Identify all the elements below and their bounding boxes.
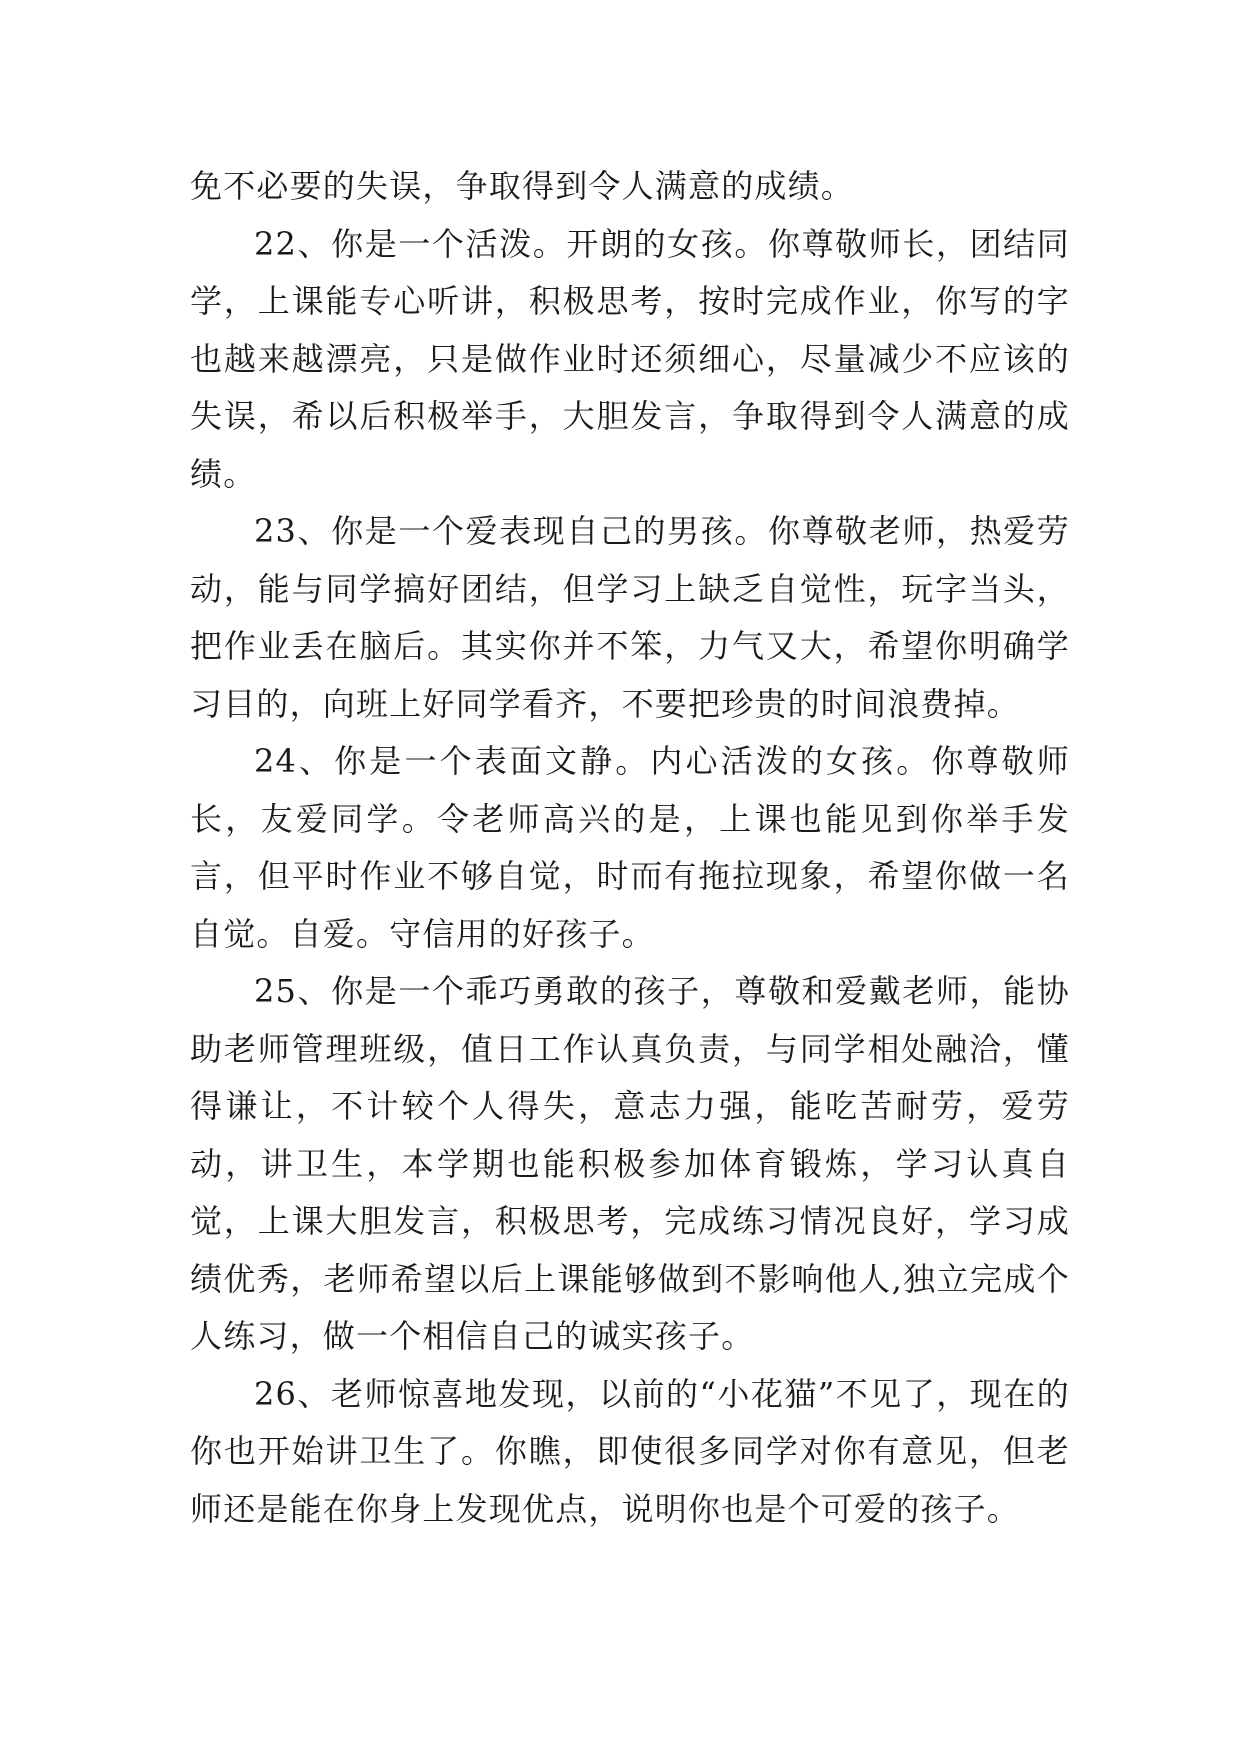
paragraph-comment-23: 23、你是一个爱表现自己的男孩。你尊敬老师，热爱劳动，能与同学搞好团结，但学习上缺乏自觉性，玩字当头，把作业丢在脑后。其实你并不笨，力气又大，希望你明确学习目的，向班上好同学看齐，不要把珍贵的时间浪费掉。: [190, 512, 1070, 723]
paragraph-comment-24: 24、你是一个表面文静。内心活泼的女孩。你尊敬师长，友爱同学。令老师高兴的是，上课也能见到你举手发言，但平时作业不够自觉，时而有拖拉现象，希望你做一名自觉。自爱。守信用的好孩子。: [190, 742, 1070, 953]
paragraph-comment-26: 26、老师惊喜地发现，以前的“小花猫”不见了，现在的你也开始讲卫生了。你瞧，即使很多同学对你有意见，但老师还是能在你身上发现优点，说明你也是个可爱的孩子。: [190, 1374, 1070, 1528]
paragraph-continuation: 免不必要的失误，争取得到令人满意的成绩。: [190, 167, 855, 205]
paragraph-comment-25: 25、你是一个乖巧勇敢的孩子，尊敬和爱戴老师，能协助老师管理班级，值日工作认真负责，与同学相处融洽，懂得谦让，不计较个人得失，意志力强，能吃苦耐劳，爱劳动，讲卫生，本学期也能积极参加体育锻炼，学习认真自觉，上课大胆发言，积极思考，完成练习情况良好，学习成绩优秀，老师希望以后上课能够做到不影响他人,独立完成个人练习，做一个相信自己的诚实孩子。: [190, 972, 1070, 1355]
paragraph-comment-22: 22、你是一个活泼。开朗的女孩。你尊敬师长，团结同学，上课能专心听讲，积极思考，按时完成作业，你写的字也越来越漂亮，只是做作业时还须细心，尽量减少不应该的失误，希以后积极举手，大胆发言，争取得到令人满意的成绩。: [190, 224, 1070, 493]
document-body: [190, 158, 1070, 1538]
